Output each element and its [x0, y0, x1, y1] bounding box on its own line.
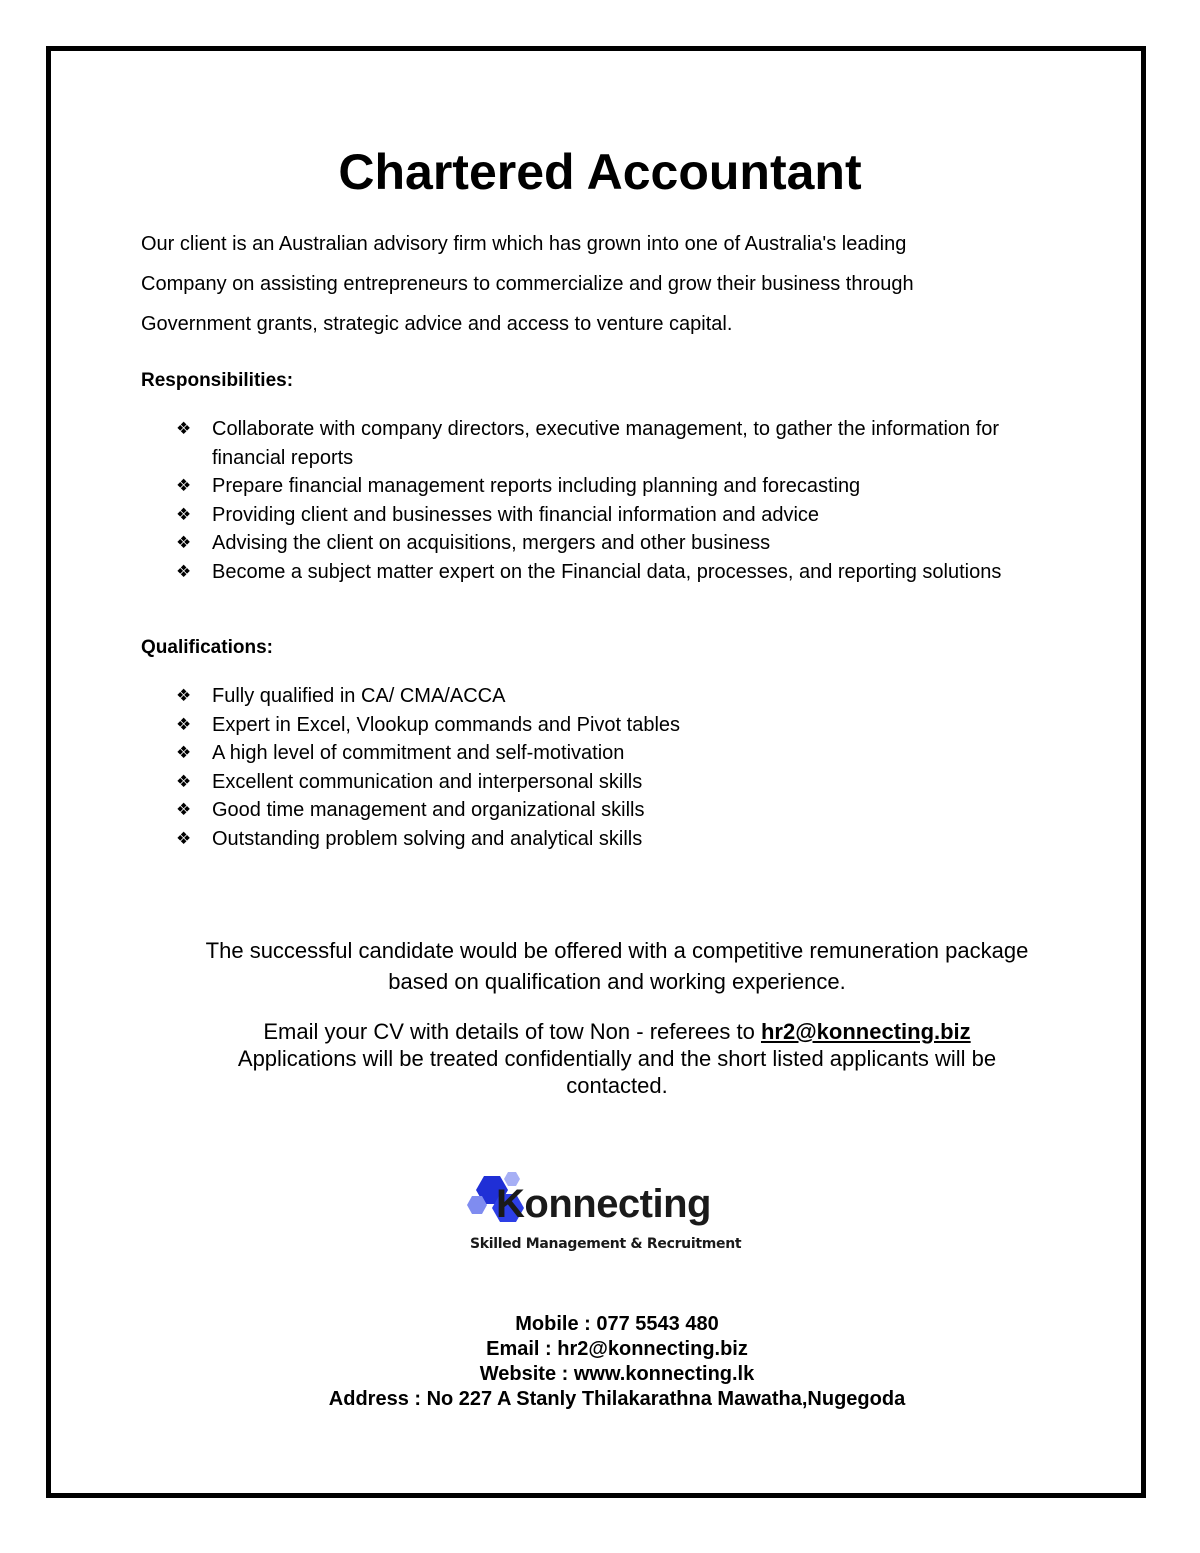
diamond-bullet-icon: ❖ [176, 561, 192, 582]
diamond-bullet-icon: ❖ [176, 419, 192, 439]
list-item [176, 796, 1056, 825]
logo-tagline: Skilled Management & Recruitment [470, 1236, 742, 1252]
offer-paragraph [0, 935, 1200, 997]
email-link[interactable]: hr2@konnecting.biz [760, 1019, 971, 1044]
list-item [176, 739, 1056, 768]
contact-block [0, 1312, 1200, 1412]
list-item-text: Collaborate with company directors, executive management, to gather the information for financial reports [212, 418, 1000, 469]
diamond-bullet-icon: ❖ [176, 800, 192, 821]
offer-line: based on qualification and working experience. [388, 969, 846, 994]
list-item [176, 558, 1056, 587]
responsibilities-heading: Responsibilities: [141, 370, 294, 391]
qualifications-heading: Qualifications: [141, 637, 273, 658]
apply-prefix: Email your CV with details of tow Non - referees to [263, 1019, 761, 1044]
list-item [176, 415, 1056, 472]
list-item-text: Expert in Excel, Vlookup commands and Pivot tables [212, 713, 681, 736]
offer-line: The successful candidate would be offered with a competitive remuneration package [205, 938, 1029, 963]
list-item-text: Fully qualified in CA/ CMA/ACCA [212, 685, 506, 707]
logo-wordmark: Konnecting [496, 1182, 711, 1226]
apply-line: contacted. [566, 1073, 668, 1098]
qualifications-list [176, 682, 1056, 854]
list-item-text: Become a subject matter expert on the Financial data, processes, and reporting solutions [212, 560, 1002, 583]
list-item-text: Good time management and organizational skills [212, 799, 645, 822]
diamond-bullet-icon: ❖ [176, 686, 192, 706]
diamond-bullet-icon: ❖ [176, 771, 192, 792]
list-item-text: Advising the client on acquisitions, mergers and other business [212, 532, 771, 555]
company-logo [466, 1166, 786, 1266]
diamond-bullet-icon: ❖ [176, 828, 192, 849]
list-item [176, 472, 1056, 501]
list-item [176, 501, 1056, 530]
diamond-bullet-icon: ❖ [176, 504, 192, 525]
contact-address: Address : No 227 A Stanly Thilakarathna Mawatha,Nugegoda [328, 1388, 906, 1410]
list-item [176, 529, 1056, 558]
diamond-bullet-icon: ❖ [176, 476, 192, 497]
list-item [176, 711, 1056, 740]
contact-email: Email : hr2@konnecting.biz [486, 1338, 748, 1360]
intro-line: Company on assisting entrepreneurs to commercialize and grow their business through [141, 273, 914, 295]
application-instructions [0, 1018, 1200, 1099]
list-item-text: Excellent communication and interpersonal skills [212, 770, 643, 793]
diamond-bullet-icon: ❖ [176, 533, 192, 554]
list-item [176, 825, 1056, 854]
contact-mobile: Mobile : 077 5543 480 [515, 1313, 719, 1335]
list-item-text: A high level of commitment and self-motivation [212, 742, 625, 765]
responsibilities-list [176, 415, 1056, 587]
intro-line: Our client is an Australian advisory firm which has grown into one of Australia's leading [141, 233, 907, 255]
diamond-bullet-icon: ❖ [176, 743, 192, 764]
list-item-text: Prepare financial management reports including planning and forecasting [212, 475, 861, 498]
list-item-text: Outstanding problem solving and analytical skills [212, 827, 643, 850]
apply-line: Applications will be treated confidentially and the short listed applicants will be [237, 1046, 997, 1071]
contact-website: Website : www.konnecting.lk [479, 1363, 755, 1385]
list-item-text: Providing client and businesses with financial information and advice [212, 503, 820, 526]
diamond-bullet-icon: ❖ [176, 714, 192, 735]
list-item [176, 682, 1056, 711]
apply-line [0, 1018, 1200, 1045]
page-title: Chartered Accountant [338, 144, 862, 200]
list-item [176, 768, 1056, 797]
intro-line: Government grants, strategic advice and access to venture capital. [141, 313, 733, 335]
intro-paragraph [141, 224, 1041, 344]
